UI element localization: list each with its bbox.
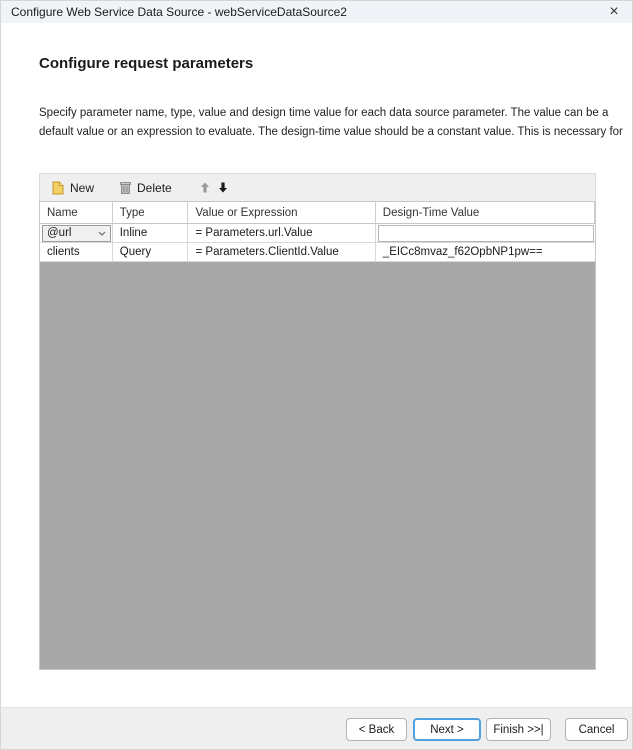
parameter-design-time-cell[interactable] [376, 224, 595, 242]
parameters-toolbar [39, 173, 596, 201]
wizard-footer [1, 707, 632, 750]
chevron-down-icon [98, 231, 106, 236]
parameter-type-cell[interactable]: Query [113, 243, 189, 261]
parameter-name-cell[interactable] [40, 224, 113, 242]
cancel-button[interactable]: Cancel [565, 718, 628, 741]
parameter-type-cell[interactable]: Inline [113, 224, 189, 242]
parameter-name-dropdown[interactable] [42, 225, 111, 242]
arrow-up-icon [200, 182, 210, 193]
table-row [40, 243, 595, 262]
column-header-name: Name [40, 202, 113, 223]
parameter-name-value: @url [47, 227, 72, 239]
next-button[interactable]: Next > [413, 718, 481, 741]
new-button-label: New [70, 180, 95, 195]
trash-icon [120, 181, 131, 194]
column-header-type: Type [113, 202, 189, 223]
parameter-value-cell[interactable]: = Parameters.url.Value [188, 224, 375, 242]
new-document-icon [52, 181, 64, 195]
delete-parameter-button[interactable] [114, 179, 178, 197]
empty-grid-area [40, 262, 595, 669]
delete-button-label: Delete [137, 180, 172, 195]
back-button[interactable]: < Back [346, 718, 407, 741]
description-line: default value or an expression to evaluate. The design-time value should be a constant value. This is necessary for [39, 126, 623, 138]
design-time-value-input[interactable] [378, 225, 594, 242]
table-row [40, 224, 595, 243]
window-title: Configure Web Service Data Source - webServiceDataSource2 [11, 5, 347, 19]
parameter-value-cell[interactable]: = Parameters.ClientId.Value [188, 243, 375, 261]
column-header-design-time-value: Design-Time Value [376, 202, 595, 223]
parameter-design-time-cell[interactable]: _EICc8mvaz_f62OpbNP1pw== [382, 246, 543, 258]
parameter-name-cell[interactable]: clients [40, 243, 113, 261]
parameters-panel [39, 173, 596, 670]
move-up-button[interactable] [196, 178, 214, 198]
move-down-button[interactable] [214, 178, 232, 198]
parameters-table [39, 201, 596, 670]
description-line: Specify parameter name, type, value and design time value for each data source parameter. The value can be a [39, 107, 609, 119]
title-bar [1, 1, 632, 23]
arrow-down-icon [218, 182, 228, 193]
table-header-row [40, 202, 595, 224]
page-description [39, 104, 623, 142]
close-icon: × [609, 3, 619, 20]
column-header-value: Value or Expression [188, 202, 375, 223]
close-button[interactable] [596, 1, 632, 23]
new-parameter-button[interactable] [46, 179, 100, 197]
page-title: Configure request parameters [39, 55, 254, 72]
finish-button[interactable]: Finish >>| [486, 718, 551, 741]
